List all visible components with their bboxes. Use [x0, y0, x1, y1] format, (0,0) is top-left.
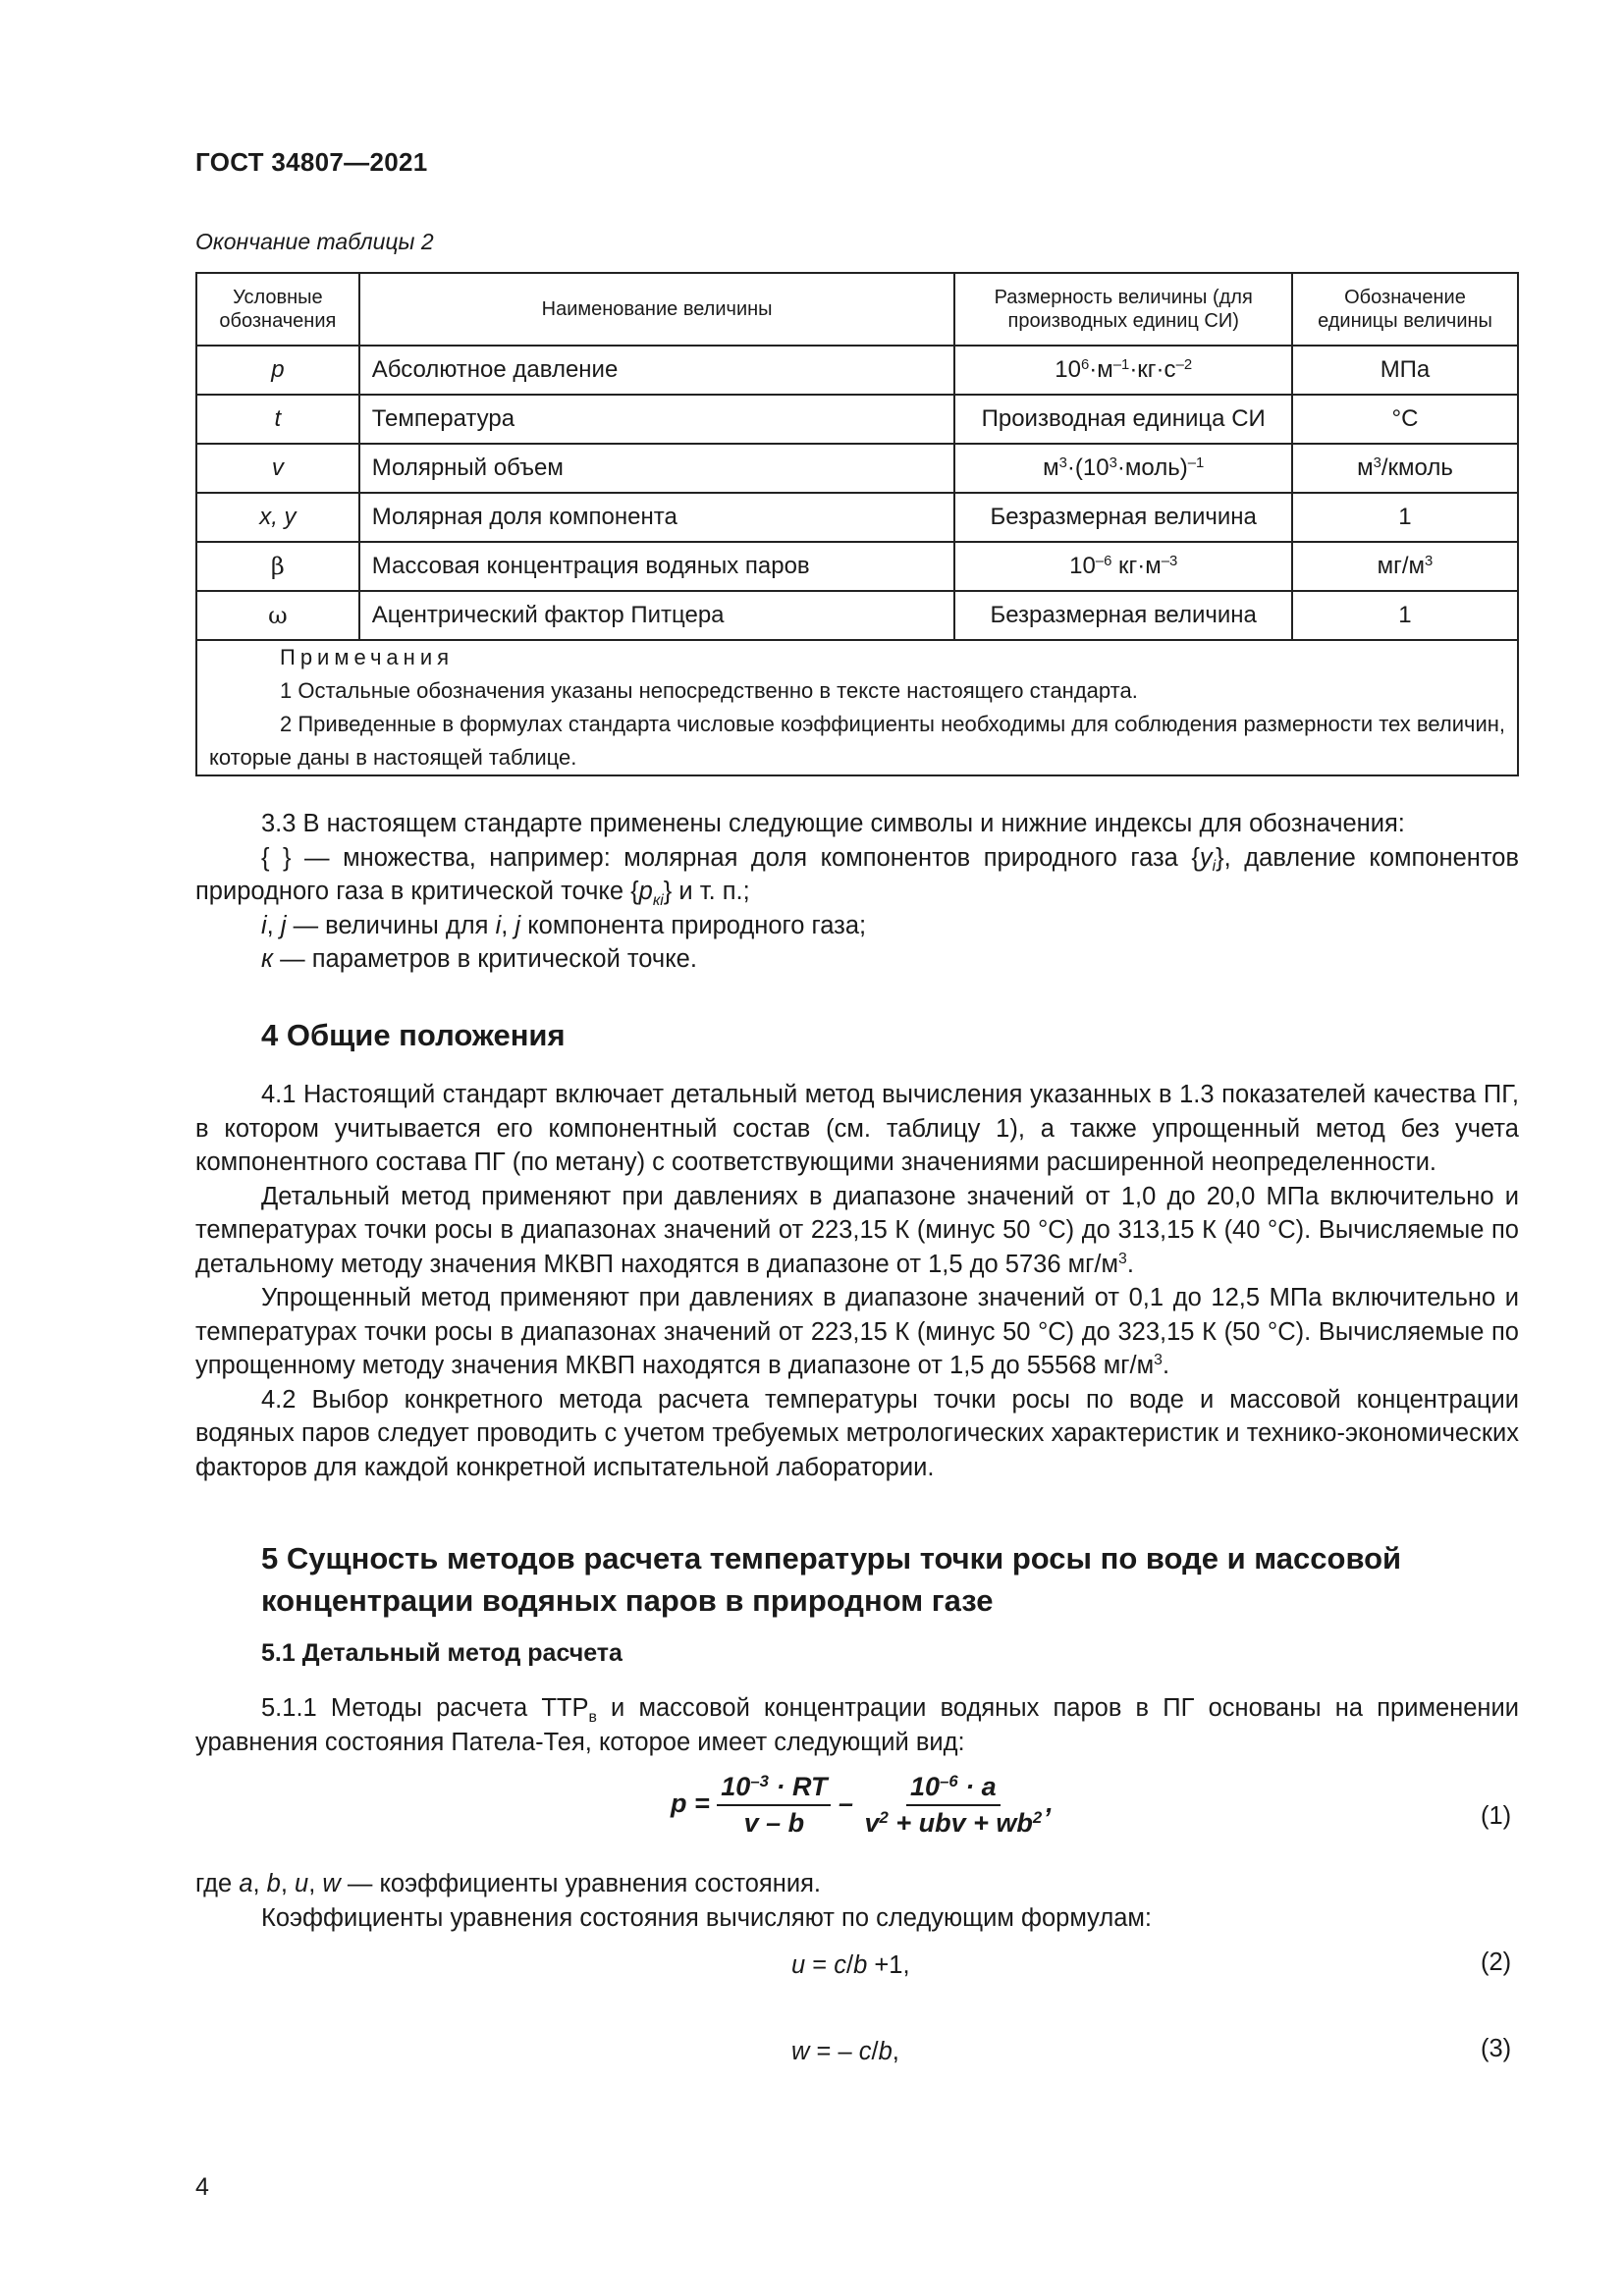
cell-symbol: p [196, 346, 359, 395]
cell-dimension: Безразмерная величина [954, 493, 1292, 542]
paragraph: 5.1.1 Методы расчета $ТТР_в$ и массовой концентрации водяных паров в ПГ основаны на применении уравнения состояния Патела-Тея, которое имеет следующий вид: [195, 1694, 1519, 1756]
cell-dimension: Производная единица СИ [954, 395, 1292, 444]
paragraph: { } — множества, например: молярная доля компонентов природного газа $\{y_i\}$, давление компонентов природного газа в критической точке $\{p_{кi}\}$ и т. п.; [195, 843, 1519, 909]
eq1-fraction-1 [717, 1772, 831, 1839]
table-row [196, 346, 1518, 395]
where-clause [195, 1867, 1519, 1935]
section-3-3 [195, 807, 1519, 977]
section-5-1-1 [195, 1691, 1519, 1759]
paragraph: Детальный метод применяют при давлениях в диапазоне значений от 1,0 до 20,0 МПа включительно и температурах точки росы в диапазонах значений от 223,15 К (минус 50 °С) до 313,15 К (40 °С). Вычисляемые по детальному методу значения МКВП находятся в диапазоне от 1,5 до 5736 $мг/м^3$. [195, 1182, 1519, 1278]
cell-name: Молярный объем [359, 444, 955, 493]
cell-name: Молярная доля компонента [359, 493, 955, 542]
header-name: Наименование величины [359, 273, 955, 346]
cell-unit: $мг/м^3$ [1292, 542, 1518, 591]
cell-unit: °С [1292, 395, 1518, 444]
header-symbol: Условные обозначения [196, 273, 359, 346]
eq1-tail: , [1046, 1789, 1054, 1819]
eq1-denominator-1: v – b [743, 1808, 805, 1838]
notes-title: Примечания [280, 645, 455, 669]
table-notes-row [196, 640, 1518, 775]
cell-unit: 1 [1292, 591, 1518, 640]
eq1-lhs: p = [671, 1789, 710, 1819]
header-dimension: Размерность величины (для производных единиц СИ) [954, 273, 1292, 346]
cell-unit: 1 [1292, 493, 1518, 542]
table-row [196, 444, 1518, 493]
note-item: 2 Приведенные в формулах стандарта числовые коэффициенты необходимы для соблюдения размерности тех величин, которые даны в настоящей таблице. [209, 712, 1505, 770]
cell-unit: $м^3$/кмоль [1292, 444, 1518, 493]
equation-3: w = – c/b, [791, 2038, 899, 2065]
eq1-denominator-2: $v^2$ + ubv + $wb^2$ [864, 1807, 1043, 1838]
cell-symbol: ω [196, 591, 359, 640]
page-number: 4 [195, 2173, 209, 2201]
cell-name: Абсолютное давление [359, 346, 955, 395]
header-unit: Обозначение единицы величины [1292, 273, 1518, 346]
note-item: 1 Остальные обозначения указаны непосредственно в тексте настоящего стандарта. [280, 678, 1138, 703]
paragraph: 4.1 Настоящий стандарт включает детальный метод вычисления указанных в 1.3 показателей качества ПГ, в котором учитывается его компонентный состав (см. таблицу 1), а также упрощенный метод без учета компонентного состава ПГ (по метану) с соответствующими значениями расширенной неопределенности. [195, 1081, 1519, 1176]
standard-header: ГОСТ 34807—2021 [195, 147, 428, 177]
paragraph: к — параметров в критической точке. [261, 945, 697, 973]
equation-2-number: (2) [1481, 1949, 1512, 1976]
cell-name: Массовая концентрация водяных паров [359, 542, 955, 591]
cell-dimension: $10^{-6}$ $кг\cdot м^{-3}$ [954, 542, 1292, 591]
paragraph: Упрощенный метод применяют при давлениях в диапазоне значений от 0,1 до 12,5 МПа включительно и температурах точки росы в диапазонах значений от 223,15 К (минус 50 °С) до 323,15 К (50 °С). Вычисляемые по упрощенному методу значения МКВП находятся в диапазоне от 1,5 до 55568 $мг/м^3$. [195, 1284, 1519, 1379]
cell-dimension: $м^3\cdot(10^3\cdot моль)^{-1}$ [954, 444, 1292, 493]
cell-symbol: v [196, 444, 359, 493]
table-notes [196, 640, 1518, 775]
equation-1-number: (1) [1481, 1802, 1512, 1830]
cell-symbol: x, y [196, 493, 359, 542]
table-header-row [196, 273, 1518, 346]
equation-1 [671, 1772, 1054, 1839]
paragraph: Коэффициенты уравнения состояния вычисляют по следующим формулам: [261, 1903, 1153, 1932]
paragraph: i, j — величины для i, j компонента природного газа; [261, 911, 867, 939]
symbols-table [195, 272, 1519, 776]
eq1-numerator-2: $10^{-6} \cdot a$ [906, 1772, 1001, 1806]
table-body [196, 346, 1518, 775]
table-row [196, 493, 1518, 542]
equation-2: u = c/b +1, [791, 1951, 910, 1979]
paragraph: 3.3 В настоящем стандарте применены следующие символы и нижние индексы для обозначения: [261, 810, 1405, 837]
cell-name: Температура [359, 395, 955, 444]
section-5-heading: 5 Сущность методов расчета температуры точки росы по воде и массовой концентрации водяных паров в природном газе [261, 1541, 1402, 1618]
table-row [196, 395, 1518, 444]
cell-symbol: β [196, 542, 359, 591]
paragraph: где a, b, u, w — коэффициенты уравнения состояния. [195, 1870, 821, 1897]
equation-3-number: (3) [1481, 2035, 1512, 2062]
eq1-minus: – [838, 1789, 853, 1819]
paragraph: 4.2 Выбор конкретного метода расчета температуры точки росы по воде и массовой концентрации водяных паров следует проводить с учетом требуемых метрологических характеристик и технико-экономических факторов для каждой конкретной испытательной лаборатории. [195, 1385, 1519, 1481]
table-row [196, 542, 1518, 591]
section-5-1-heading: 5.1 Детальный метод расчета [261, 1639, 623, 1667]
eq1-fraction-2 [861, 1772, 1047, 1839]
eq1-numerator-1: $10^{-3}$ · RT [717, 1772, 831, 1806]
cell-dimension: $10^6\cdot м^{-1}\cdot кг\cdot с^{-2}$ [954, 346, 1292, 395]
cell-name: Ацентрический фактор Питцера [359, 591, 955, 640]
table-caption: Окончание таблицы 2 [195, 229, 434, 254]
table-row [196, 591, 1518, 640]
cell-symbol: t [196, 395, 359, 444]
cell-dimension: Безразмерная величина [954, 591, 1292, 640]
cell-unit: МПа [1292, 346, 1518, 395]
section-4-body [195, 1078, 1519, 1484]
section-4-heading: 4 Общие положения [261, 1018, 566, 1052]
